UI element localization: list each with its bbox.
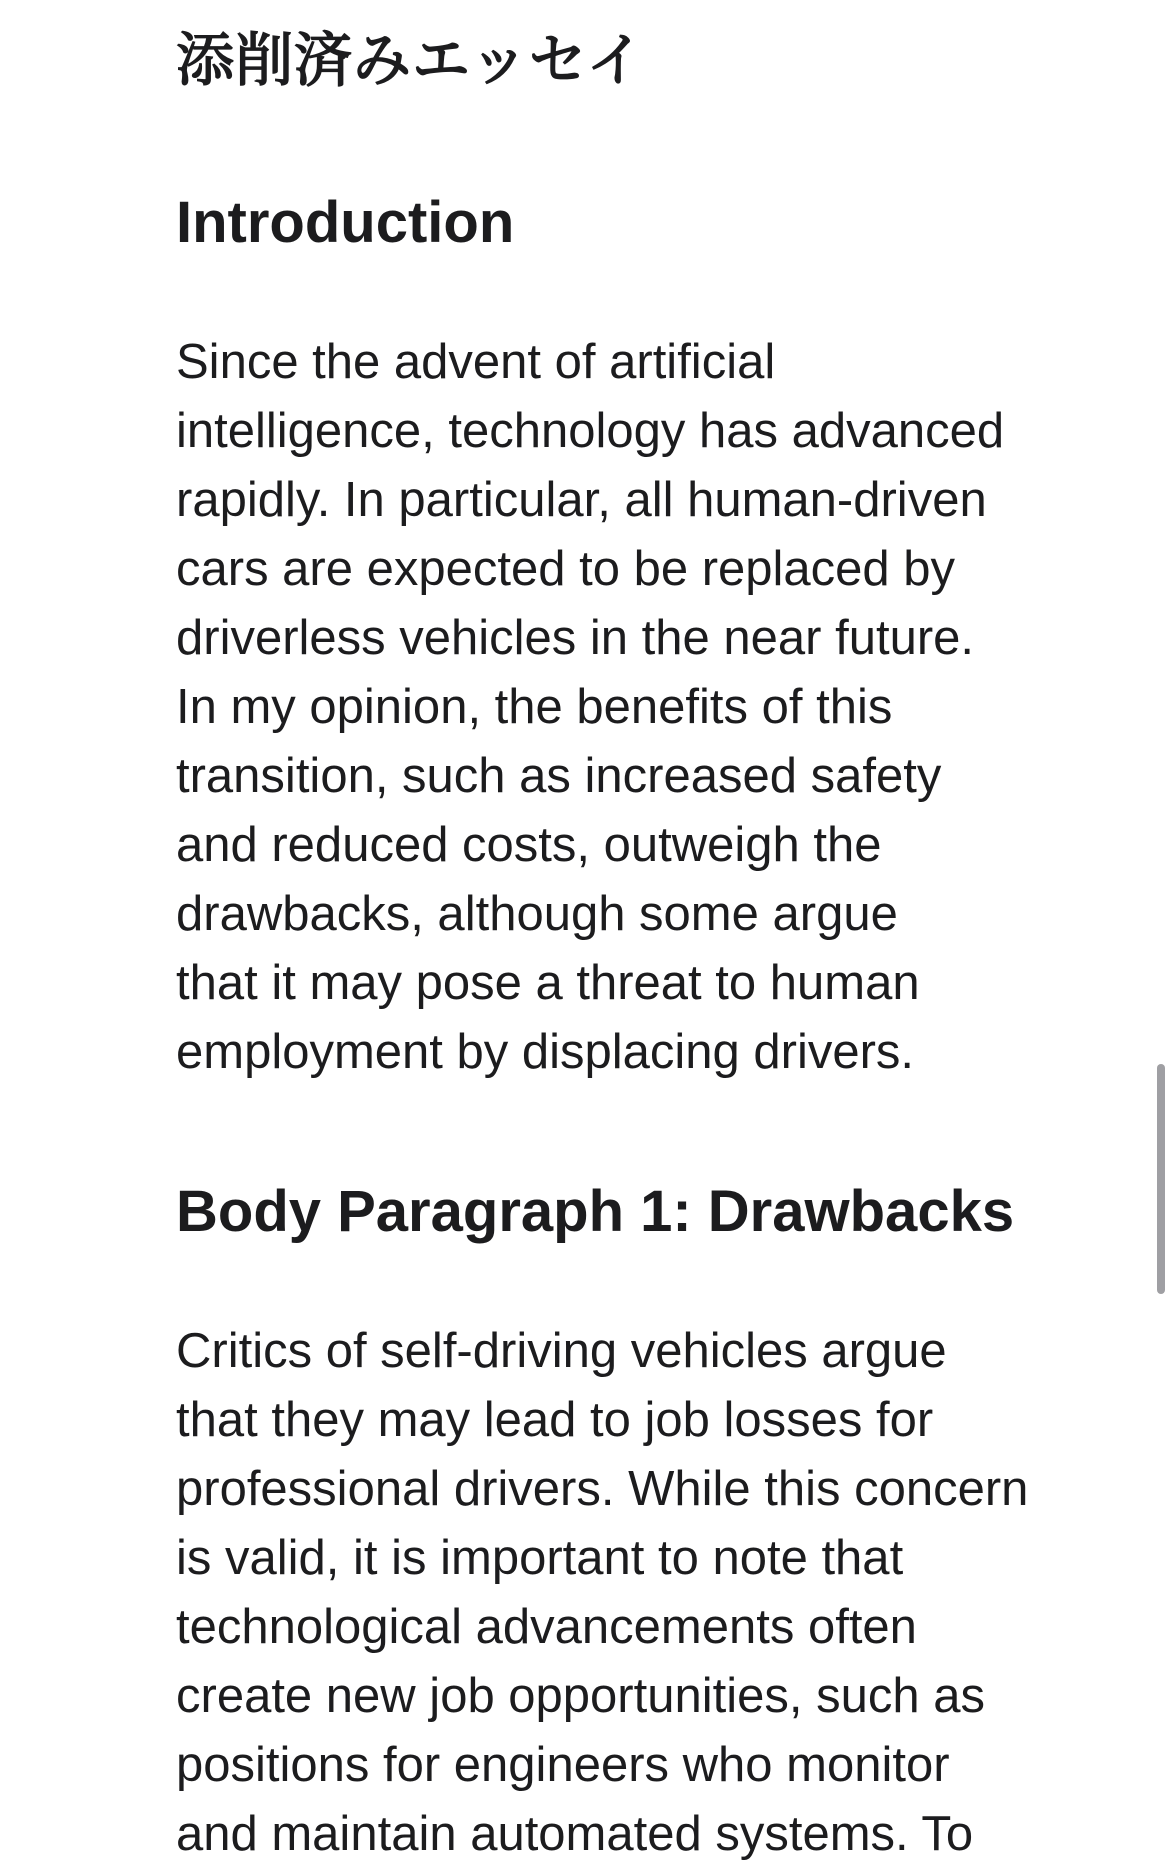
paragraph-line: that it may pose a threat to human bbox=[176, 956, 920, 1010]
paragraph-line: create new job opportunities, such as bbox=[176, 1669, 985, 1723]
paragraph-line: employment by displacing drivers. bbox=[176, 1025, 915, 1079]
paragraph-line: driverless vehicles in the near future. bbox=[176, 611, 974, 665]
body-paragraph-1 bbox=[176, 1317, 1096, 1869]
section-heading-introduction: Introduction bbox=[176, 190, 515, 255]
paragraph-line: Critics of self-driving vehicles argue bbox=[176, 1324, 947, 1378]
page-title: 添削済みエッセイ bbox=[176, 26, 646, 94]
paragraph-line: and maintain automated systems. To bbox=[176, 1807, 974, 1861]
paragraph-line: transition, such as increased safety bbox=[176, 749, 942, 803]
paragraph-line: In my opinion, the benefits of this bbox=[176, 680, 893, 734]
introduction-paragraph bbox=[176, 328, 1096, 1087]
vertical-scrollbar-thumb[interactable] bbox=[1157, 1064, 1165, 1294]
paragraph-line: that they may lead to job losses for bbox=[176, 1393, 934, 1447]
essay-content bbox=[176, 20, 1096, 1869]
paragraph-line: intelligence, technology has advanced bbox=[176, 404, 1005, 458]
paragraph-line: professional drivers. While this concern bbox=[176, 1462, 1029, 1516]
paragraph-line: and reduced costs, outweigh the bbox=[176, 818, 882, 872]
paragraph-line: rapidly. In particular, all human-driven bbox=[176, 473, 987, 527]
paragraph-line: positions for engineers who monitor bbox=[176, 1738, 950, 1792]
paragraph-line: cars are expected to be replaced by bbox=[176, 542, 956, 596]
paragraph-line: drawbacks, although some argue bbox=[176, 887, 898, 941]
paragraph-line: technological advancements often bbox=[176, 1600, 917, 1654]
section-heading-body-paragraph-1: Body Paragraph 1: Drawbacks bbox=[176, 1179, 1015, 1244]
paragraph-line: Since the advent of artificial bbox=[176, 335, 776, 389]
paragraph-line: is valid, it is important to note that bbox=[176, 1531, 904, 1585]
